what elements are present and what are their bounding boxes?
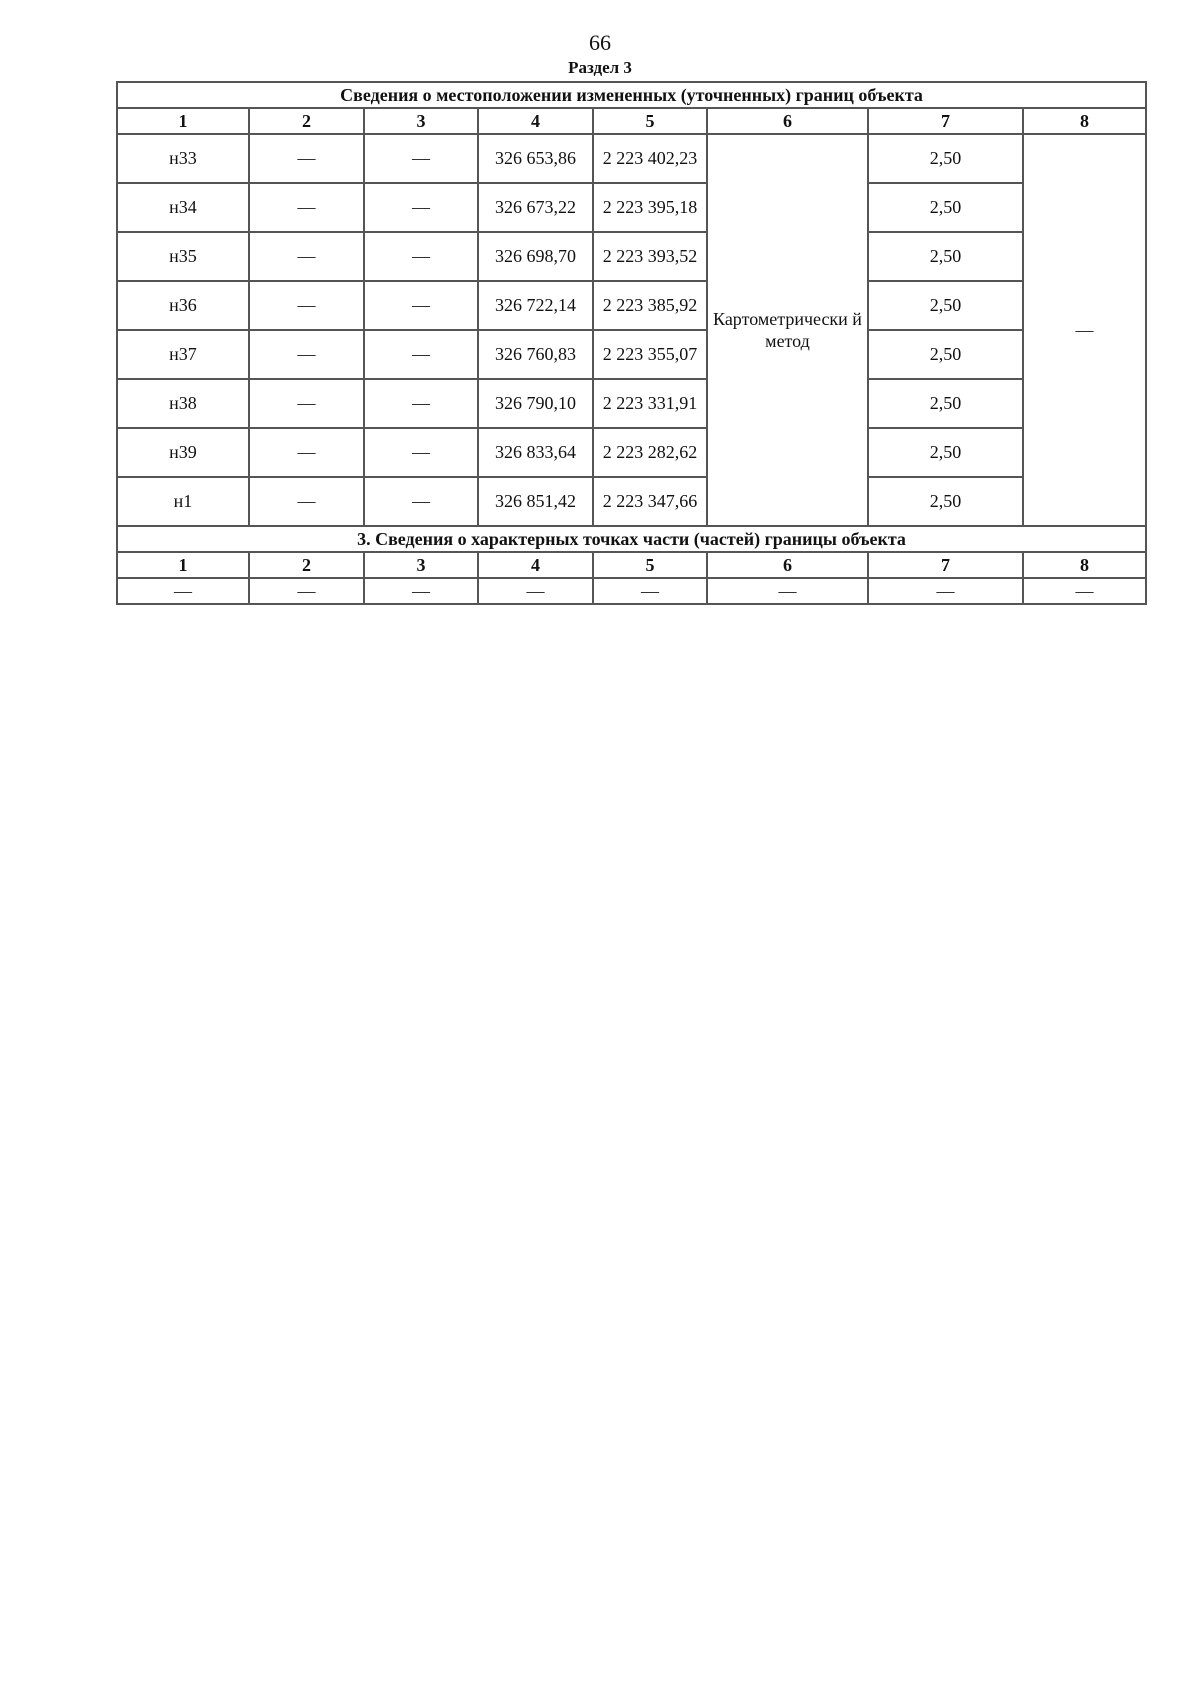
cell-dash: —	[249, 330, 364, 379]
coord-y: 2 223 282,62	[593, 428, 707, 477]
section-label: Раздел 3	[568, 58, 632, 77]
coord-x: 326 760,83	[478, 330, 593, 379]
coord-y: 2 223 355,07	[593, 330, 707, 379]
cell-dash: —	[364, 477, 478, 526]
column-header: 3	[364, 108, 478, 134]
table-row	[117, 578, 1146, 604]
column-header: 4	[478, 552, 593, 578]
coord-x: 326 673,22	[478, 183, 593, 232]
cell-dash: —	[364, 134, 478, 183]
column-header: 7	[868, 108, 1023, 134]
accuracy: 2,50	[868, 183, 1023, 232]
accuracy: 2,50	[868, 232, 1023, 281]
coord-y: 2 223 347,66	[593, 477, 707, 526]
accuracy: 2,50	[868, 379, 1023, 428]
table2-header-row	[117, 552, 1146, 578]
column-header: 1	[117, 552, 249, 578]
page-number: 66	[589, 30, 611, 55]
coord-x: 326 698,70	[478, 232, 593, 281]
table-row	[117, 183, 1146, 232]
accuracy: 2,50	[868, 281, 1023, 330]
cell-dash: —	[364, 183, 478, 232]
cell-dash: —	[364, 428, 478, 477]
column-header: 6	[707, 552, 868, 578]
coord-x: 326 833,64	[478, 428, 593, 477]
point-name: н38	[117, 379, 249, 428]
cell-dash: —	[478, 578, 593, 604]
cell-dash: —	[364, 232, 478, 281]
cell-dash: —	[364, 281, 478, 330]
coord-y: 2 223 402,23	[593, 134, 707, 183]
table-row	[117, 428, 1146, 477]
cell-dash: —	[364, 379, 478, 428]
cell-dash: —	[249, 428, 364, 477]
column-header: 8	[1023, 108, 1146, 134]
point-name: н36	[117, 281, 249, 330]
cell-dash: —	[249, 134, 364, 183]
cell-dash: —	[249, 183, 364, 232]
column-header: 2	[249, 552, 364, 578]
coord-y: 2 223 393,52	[593, 232, 707, 281]
table1-header-row	[117, 108, 1146, 134]
column-header: 8	[1023, 552, 1146, 578]
accuracy: 2,50	[868, 477, 1023, 526]
column8-cell: —	[1023, 134, 1146, 526]
column-header: 2	[249, 108, 364, 134]
cell-dash: —	[249, 477, 364, 526]
cell-dash: —	[364, 578, 478, 604]
column-header: 5	[593, 108, 707, 134]
cell-dash: —	[249, 281, 364, 330]
table1-title: Сведения о местоположении измененных (уточненных) границ объекта	[117, 82, 1146, 108]
coord-y: 2 223 331,91	[593, 379, 707, 428]
table-row	[117, 134, 1146, 183]
column-header: 4	[478, 108, 593, 134]
cell-dash: —	[707, 578, 868, 604]
coord-y: 2 223 395,18	[593, 183, 707, 232]
coord-x: 326 653,86	[478, 134, 593, 183]
accuracy: 2,50	[868, 134, 1023, 183]
table-row	[117, 477, 1146, 526]
table-row	[117, 379, 1146, 428]
point-name: н37	[117, 330, 249, 379]
column-header: 1	[117, 108, 249, 134]
table-row	[117, 232, 1146, 281]
cell-dash: —	[1023, 578, 1146, 604]
cell-dash: —	[868, 578, 1023, 604]
point-name: н39	[117, 428, 249, 477]
coord-x: 326 851,42	[478, 477, 593, 526]
accuracy: 2,50	[868, 330, 1023, 379]
accuracy: 2,50	[868, 428, 1023, 477]
column-header: 3	[364, 552, 478, 578]
cell-dash: —	[249, 578, 364, 604]
coordinates-table	[116, 81, 1147, 605]
point-name: н35	[117, 232, 249, 281]
table1-title-row	[117, 82, 1146, 108]
cell-dash: —	[117, 578, 249, 604]
point-name: н33	[117, 134, 249, 183]
table-row	[117, 281, 1146, 330]
coord-x: 326 790,10	[478, 379, 593, 428]
cell-dash: —	[249, 379, 364, 428]
coord-x: 326 722,14	[478, 281, 593, 330]
column-header: 7	[868, 552, 1023, 578]
coord-y: 2 223 385,92	[593, 281, 707, 330]
table2-title-row	[117, 526, 1146, 552]
point-name: н34	[117, 183, 249, 232]
column-header: 5	[593, 552, 707, 578]
cell-dash: —	[593, 578, 707, 604]
method-cell: Картометрически й метод	[707, 134, 868, 526]
table-row	[117, 330, 1146, 379]
cell-dash: —	[364, 330, 478, 379]
point-name: н1	[117, 477, 249, 526]
cell-dash: —	[249, 232, 364, 281]
column-header: 6	[707, 108, 868, 134]
table2-title: 3. Сведения о характерных точках части (частей) границы объекта	[117, 526, 1146, 552]
